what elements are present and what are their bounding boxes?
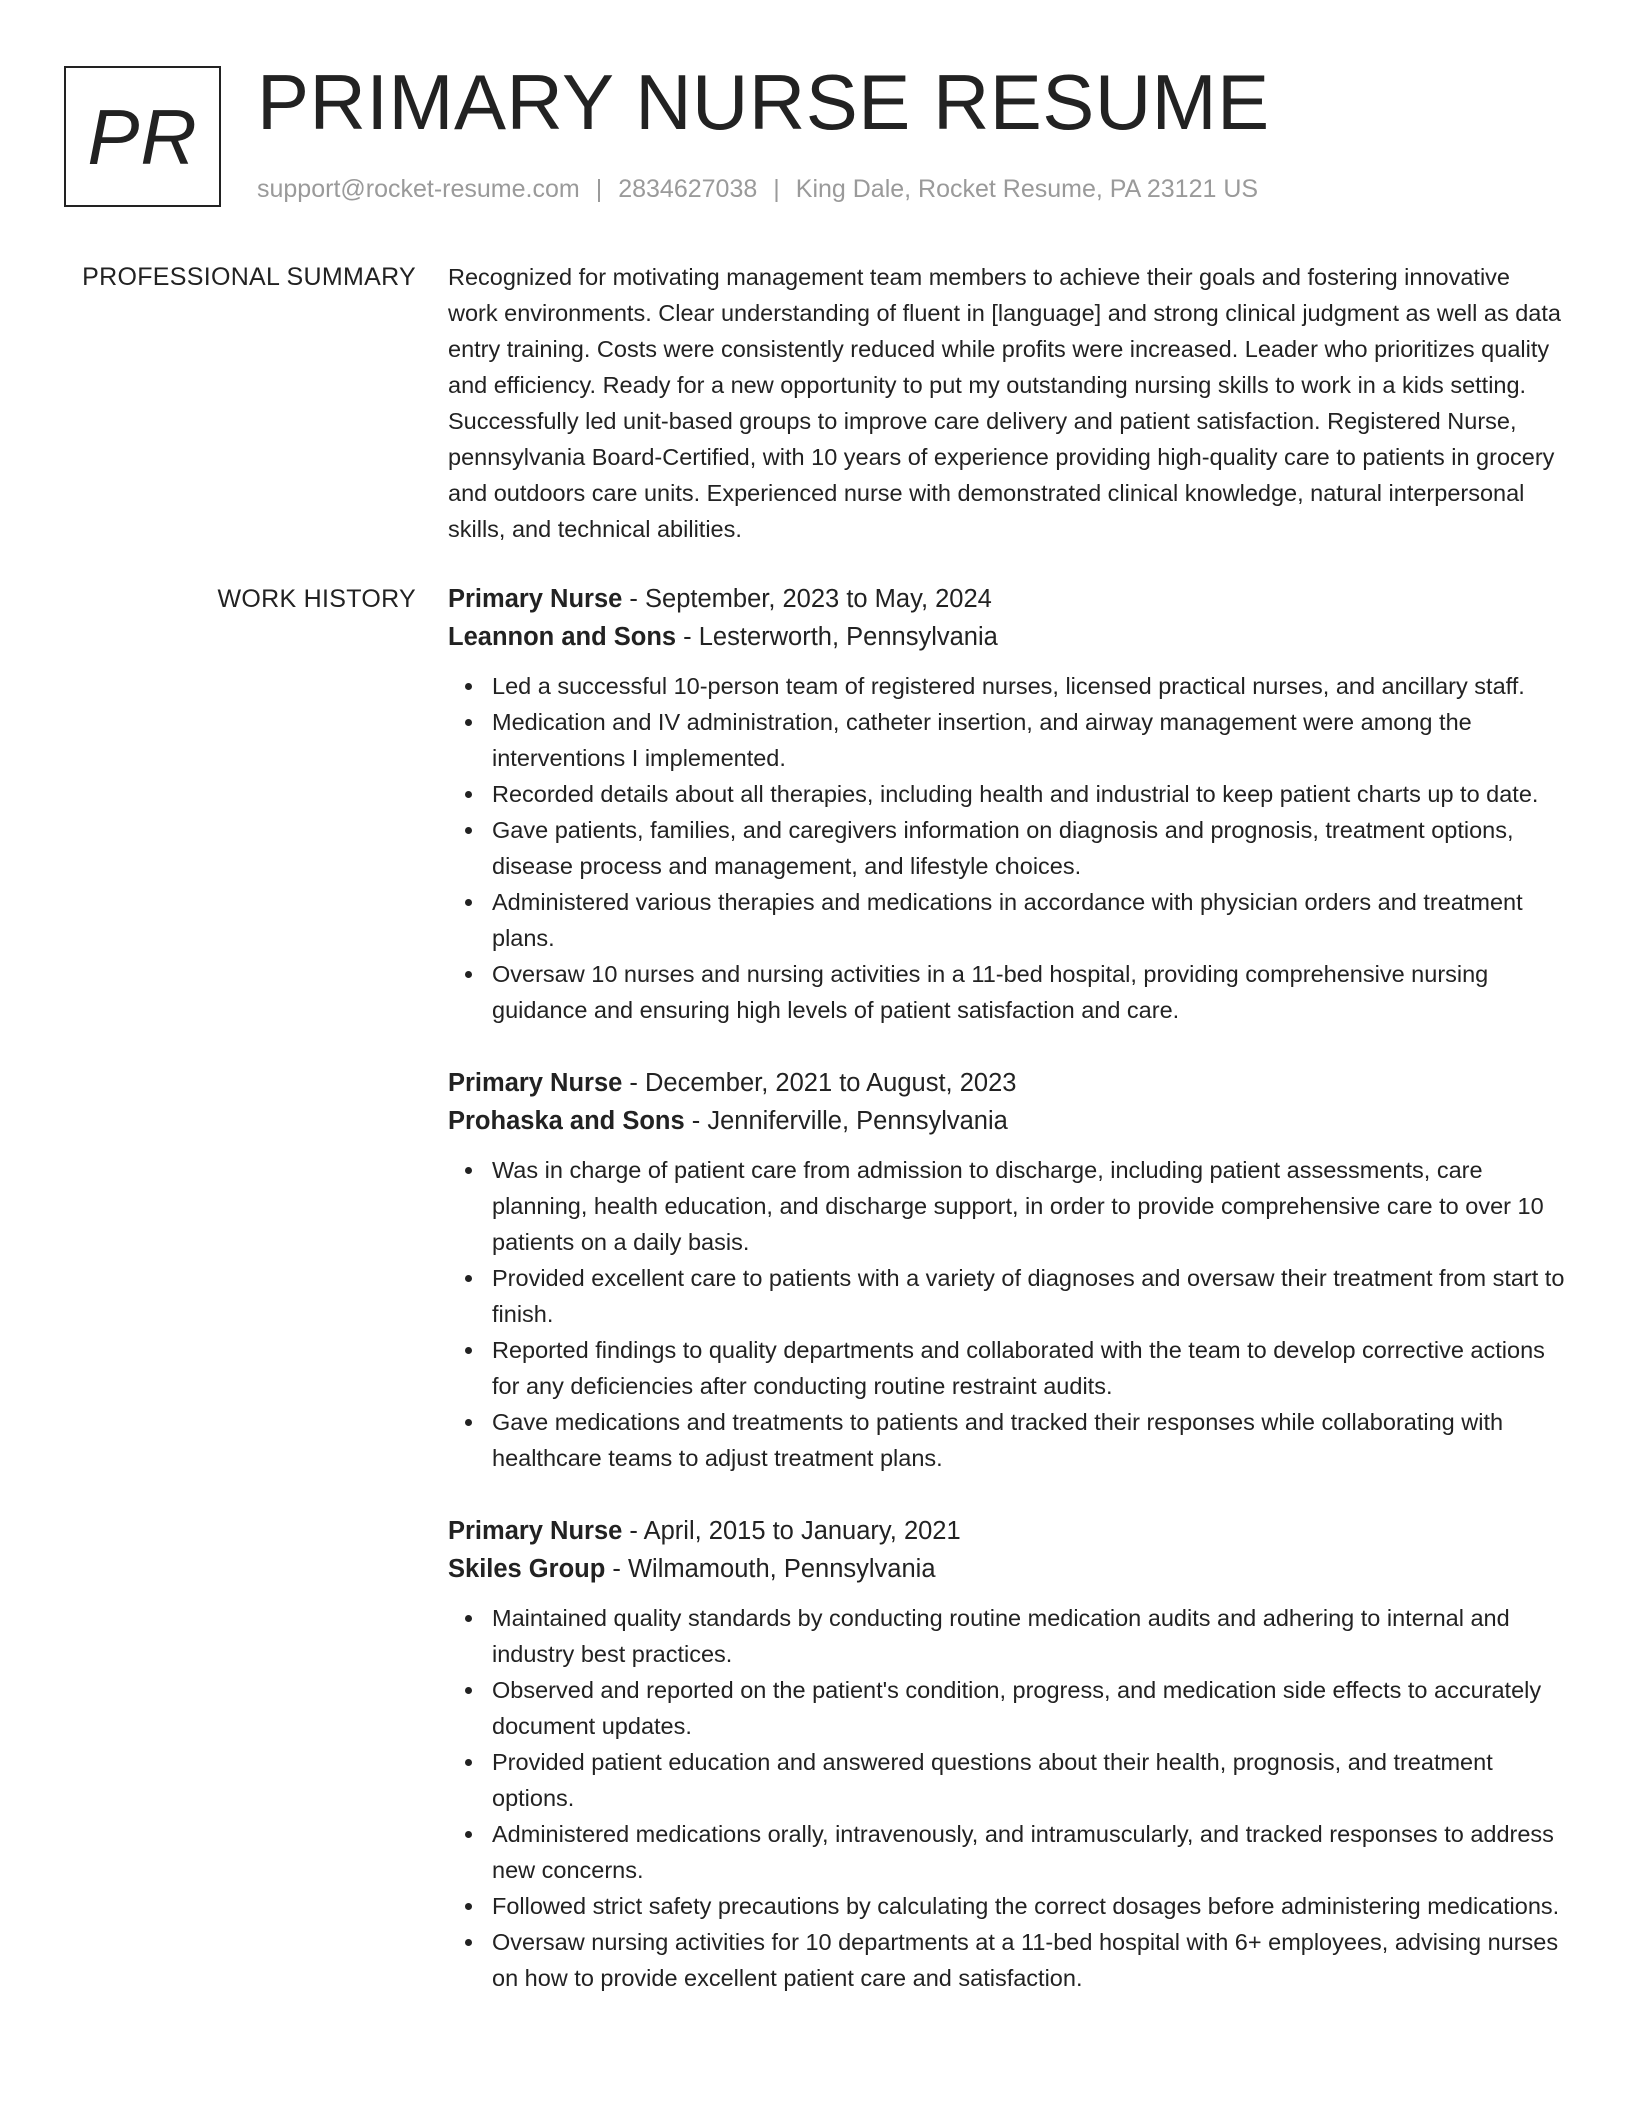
job-title-line <box>448 580 1566 618</box>
job-bullet-list <box>448 668 1566 1028</box>
job-bullet: Reported findings to quality departments and collaborated with the team to develop corrective actions for any deficiencies after conducting routine restraint audits. <box>492 1332 1566 1404</box>
job-location: - Wilmamouth, Pennsylvania <box>605 1555 936 1583</box>
contact-separator: | <box>595 175 603 203</box>
job-company: Skiles Group <box>448 1555 606 1583</box>
job-title: Primary Nurse <box>448 1069 623 1097</box>
job-company: Prohaska and Sons <box>448 1107 685 1135</box>
job-bullet: Medication and IV administration, catheter insertion, and airway management were among the interventions I implemented. <box>492 704 1566 776</box>
section-label-work-history: WORK HISTORY <box>217 585 416 613</box>
job-bullet: Followed strict safety precautions by calculating the correct dosages before administering medications. <box>492 1888 1566 1924</box>
resume-title: PRIMARY NURSE RESUME <box>257 58 1270 146</box>
job-title-line <box>448 1064 1566 1102</box>
job-entry <box>448 1064 1566 1476</box>
contact-line <box>257 175 1258 204</box>
job-bullet: Gave patients, families, and caregivers information on diagnosis and prognosis, treatment options, disease process and management, and lifestyle choices. <box>492 812 1566 884</box>
job-bullet: Was in charge of patient care from admission to discharge, including patient assessments, care planning, health education, and discharge support, in order to provide comprehensive care to over 10 patients on a daily basis. <box>492 1152 1566 1260</box>
job-bullet: Administered various therapies and medications in accordance with physician orders and treatment plans. <box>492 884 1566 956</box>
job-company-line <box>448 618 1566 656</box>
job-company: Leannon and Sons <box>448 623 677 651</box>
contact-address: King Dale, Rocket Resume, PA 23121 US <box>795 175 1259 203</box>
monogram-box <box>64 66 221 207</box>
job-bullet: Oversaw 10 nurses and nursing activities in a 11-bed hospital, providing comprehensive nursing guidance and ensuring high levels of patient satisfaction and care. <box>492 956 1566 1028</box>
contact-separator: | <box>773 175 780 203</box>
job-bullet-list <box>448 1600 1566 1996</box>
job-bullet: Led a successful 10-person team of registered nurses, licensed practical nurses, and ancillary staff. <box>492 668 1566 704</box>
job-bullet: Maintained quality standards by conducting routine medication audits and adhering to internal and industry best practices. <box>492 1600 1566 1672</box>
job-entry <box>448 580 1566 1028</box>
job-dates: - April, 2015 to January, 2021 <box>622 1517 961 1545</box>
summary-text: Recognized for motivating management team members to achieve their goals and fostering innovative work environments. Clear understanding of fluent in [language] and strong clinical judgment as well as data entry training. Costs were consistently reduced while profits were increased. Leader who prioritizes quality and efficiency. Ready for a new opportunity to put my outstanding nursing skills to work in a kids setting. Successfully led unit-based groups to improve care delivery and patient satisfaction. Registered Nurse, pennsylvania Board-Certified, with 10 years of experience providing high-quality care to patients in grocery and outdoors care units. Experienced nurse with demonstrated clinical knowledge, natural interpersonal skills, and technical abilities. <box>448 264 1561 542</box>
job-location: - Lesterworth, Pennsylvania <box>676 623 998 651</box>
section-label-summary: PROFESSIONAL SUMMARY <box>82 263 416 291</box>
job-title: Primary Nurse <box>448 585 623 613</box>
job-company-line <box>448 1102 1566 1140</box>
job-bullet: Gave medications and treatments to patients and tracked their responses while collaborating with healthcare teams to adjust treatment plans. <box>492 1404 1566 1476</box>
contact-email: support@rocket-resume.com <box>257 175 580 203</box>
job-title-line <box>448 1512 1566 1550</box>
job-bullet: Provided patient education and answered questions about their health, prognosis, and treatment options. <box>492 1744 1566 1816</box>
job-bullet: Administered medications orally, intravenously, and intramuscularly, and tracked responses to address new concerns. <box>492 1816 1566 1888</box>
job-dates: - September, 2023 to May, 2024 <box>622 585 992 613</box>
job-bullet-list <box>448 1152 1566 1476</box>
job-bullet: Oversaw nursing activities for 10 departments at a 11-bed hospital with 6+ employees, advising nurses on how to provide excellent patient care and satisfaction. <box>492 1924 1566 1996</box>
job-bullet: Recorded details about all therapies, including health and industrial to keep patient charts up to date. <box>492 776 1566 812</box>
work-history-body <box>448 580 1566 2032</box>
contact-phone: 2834627038 <box>618 175 758 203</box>
monogram-initials: PR <box>87 92 198 181</box>
job-company-line <box>448 1550 1566 1588</box>
summary-body <box>448 259 1566 547</box>
job-location: - Jenniferville, Pennsylvania <box>684 1107 1008 1135</box>
job-dates: - December, 2021 to August, 2023 <box>622 1069 1017 1097</box>
job-bullet: Observed and reported on the patient's condition, progress, and medication side effects to accurately document updates. <box>492 1672 1566 1744</box>
job-entry <box>448 1512 1566 1996</box>
job-bullet: Provided excellent care to patients with a variety of diagnoses and oversaw their treatment from start to finish. <box>492 1260 1566 1332</box>
job-title: Primary Nurse <box>448 1517 623 1545</box>
